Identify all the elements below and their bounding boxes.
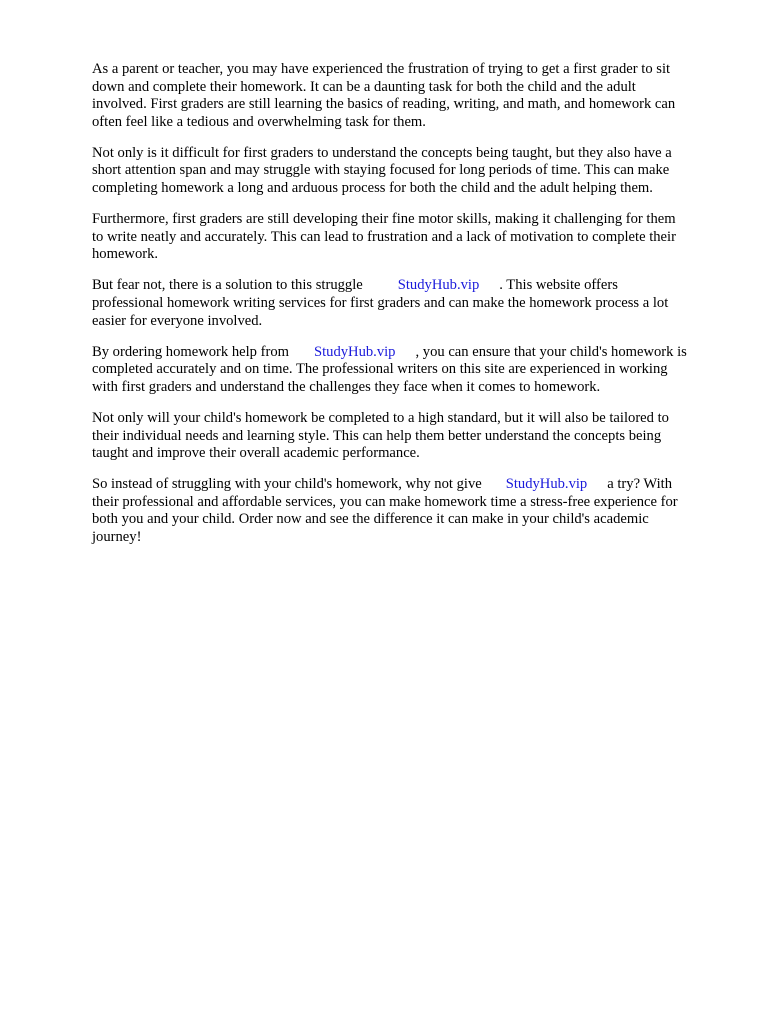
paragraph-ordering <box>92 344 728 397</box>
paragraph-tailored <box>92 410 728 463</box>
text-fragment: . This website offers <box>499 277 618 294</box>
text-line-with-link <box>92 344 728 362</box>
text-line: easier for everyone involved. <box>92 312 263 329</box>
text-line: homework. <box>92 246 159 263</box>
studyhub-link[interactable]: StudyHub.vip <box>313 343 396 360</box>
text-line: short attention span and may struggle with staying focused for long periods of time. This can make <box>92 162 670 179</box>
text-fragment: But fear not, there is a solution to this struggle <box>92 277 363 294</box>
paragraph-solution <box>92 277 728 330</box>
text-line: their professional and affordable services, you can make homework time a stress-free experience for <box>92 493 678 510</box>
text-line: journey! <box>92 529 142 546</box>
text-line: both you and your child. Order now and see the difference it can make in your child's academic <box>92 511 649 528</box>
text-line: completing homework a long and arduous process for both the child and the adult helping them. <box>92 180 653 197</box>
text-line: completed accurately and on time. The professional writers on this site are experienced in working <box>92 361 668 378</box>
studyhub-link[interactable]: StudyHub.vip <box>505 476 588 493</box>
paragraph-motor-skills <box>92 211 728 264</box>
studyhub-link[interactable]: StudyHub.vip <box>397 277 480 294</box>
text-line: their individual needs and learning style. This can help them better understand the concepts being <box>92 427 662 444</box>
text-line: Furthermore, first graders are still developing their fine motor skills, making it challenging for them <box>92 211 676 228</box>
text-line-with-link <box>92 277 728 295</box>
paragraph-closing <box>92 476 728 546</box>
text-fragment: By ordering homework help from <box>92 343 289 360</box>
text-line: professional homework writing services for first graders and can make the homework process a lot <box>92 295 669 312</box>
text-line: Not only is it difficult for first graders to understand the concepts being taught, but they also have a <box>92 144 672 161</box>
document-body <box>92 61 728 560</box>
text-line: down and complete their homework. It can be a daunting task for both the child and the adult <box>92 78 636 95</box>
text-line: Not only will your child's homework be completed to a high standard, but it will also be tailored to <box>92 410 669 426</box>
text-line: often feel like a tedious and overwhelming task for them. <box>92 113 426 130</box>
text-line: involved. First graders are still learning the basics of reading, writing, and math, and homework can <box>92 96 676 113</box>
text-line: to write neatly and accurately. This can lead to frustration and a lack of motivation to complete their <box>92 228 676 245</box>
paragraph-intro <box>92 61 728 131</box>
text-fragment: a try? With <box>607 476 673 493</box>
paragraph-attention-span <box>92 145 728 198</box>
text-fragment: So instead of struggling with your child's homework, why not give <box>92 476 482 493</box>
text-fragment: , you can ensure that your child's homework is <box>415 343 687 360</box>
text-line: with first graders and understand the challenges they face when it comes to homework. <box>92 378 601 395</box>
text-line: As a parent or teacher, you may have experienced the frustration of trying to get a first grader to sit <box>92 61 671 77</box>
text-line: taught and improve their overall academic performance. <box>92 445 420 462</box>
text-line-with-link <box>92 476 728 494</box>
